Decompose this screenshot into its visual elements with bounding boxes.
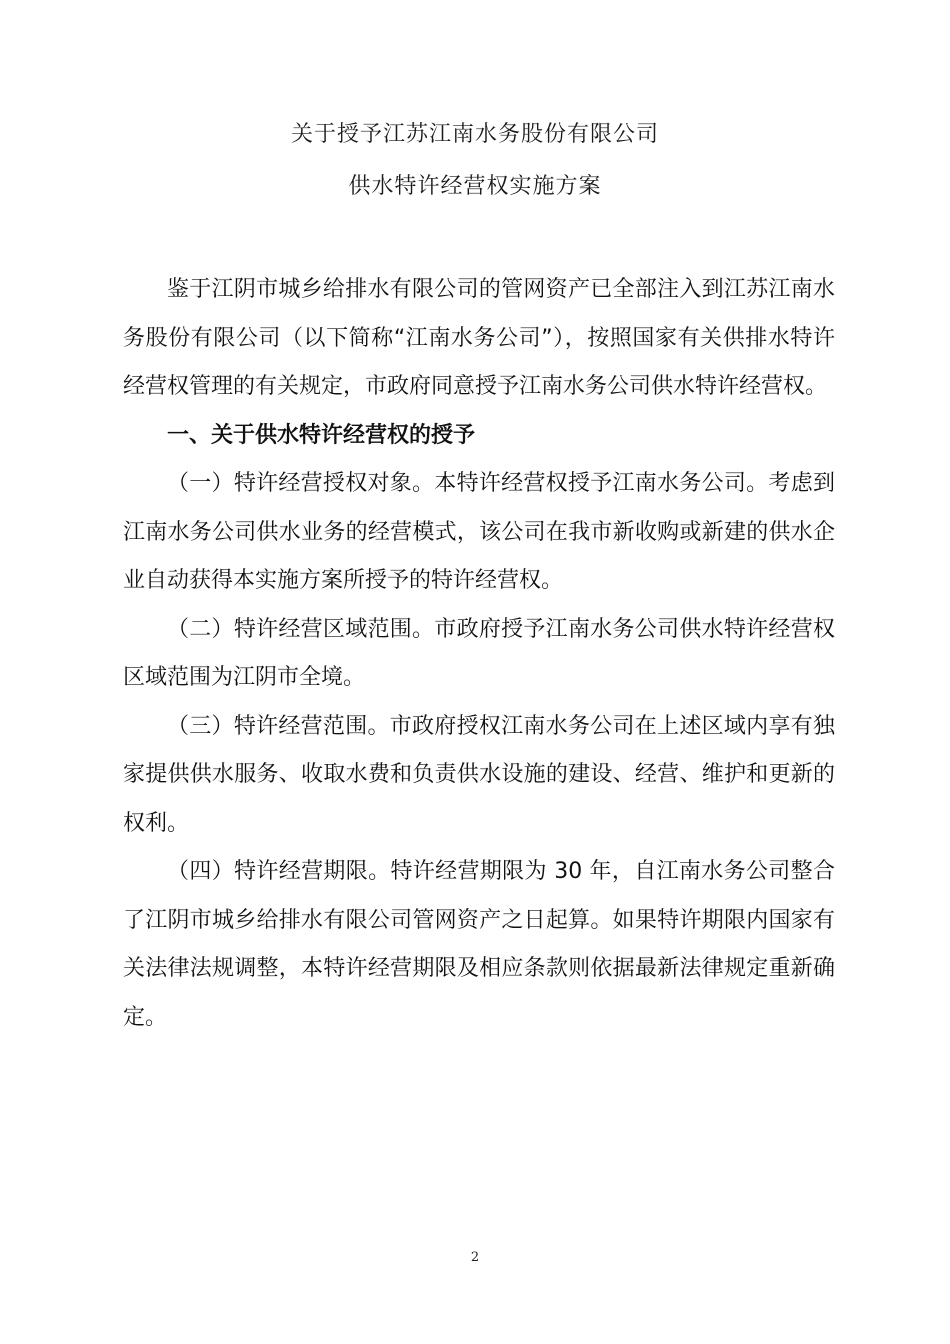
clause-paragraph-4: （四）特许经营期限。特许经营期限为 30 年，自江南水务公司整合了江阴市城乡给排水有限公司管网资产之日起算。如果特许期限内国家有关法律法规调整，本特许经营期限及相应条款则依据最新法律规定重新确定。	[123, 859, 835, 1030]
clause-paragraph-2: （二）特许经营区域范围。市政府授予江南水务公司供水特许经营权区域范围为江阴市全境。	[123, 616, 835, 690]
clause-paragraph-1: （一）特许经营授权对象。本特许经营权授予江南水务公司。考虑到江南水务公司供水业务的经营模式，该公司在我市新收购或新建的供水企业自动获得本实施方案所授予的特许经营权。	[123, 471, 835, 593]
section-heading: 一、关于供水特许经营权的授予	[167, 422, 476, 448]
clause-paragraph-3: （三）特许经营范围。市政府授权江南水务公司在上述区域内享有独家提供供水服务、收取水费和负责供水设施的建设、经营、维护和更新的权利。	[123, 713, 835, 836]
document-title-line-1: 关于授予江苏江南水务股份有限公司	[290, 122, 659, 147]
document-body	[123, 266, 835, 1042]
page-number: 2	[470, 1250, 480, 1265]
document-title-line-2: 供水特许经营权实施方案	[348, 174, 602, 199]
intro-paragraph: 鉴于江阴市城乡给排水有限公司的管网资产已全部注入到江苏江南水务股份有限公司（以下简称“江南水务公司”），按照国家有关供排水特许经营权管理的有关规定，市政府同意授予江南水务公司供水特许经营权。	[123, 277, 835, 399]
